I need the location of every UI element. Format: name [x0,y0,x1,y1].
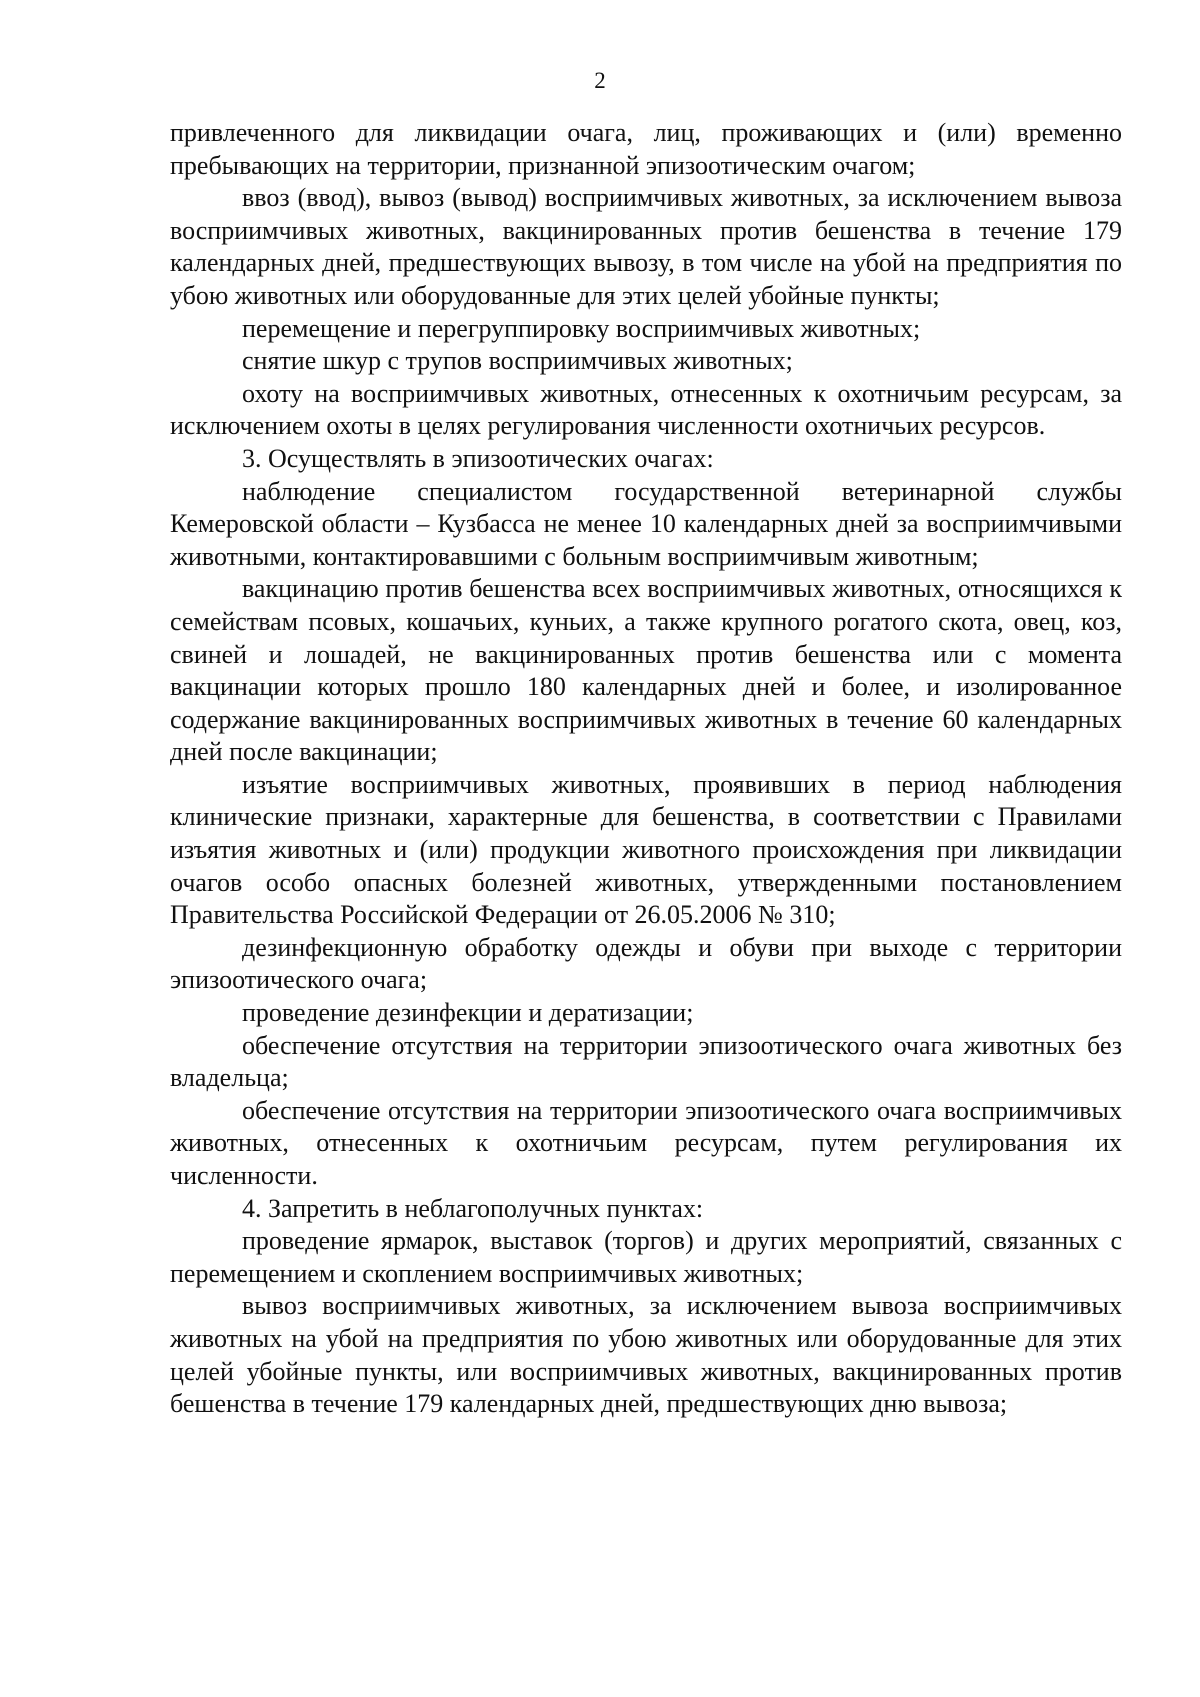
paragraph-import-export-ban: ввоз (ввод), вывоз (вывод) восприимчивых животных, за исключением вывоза восприимчивых животных, вакцинированных против бешенства в течение 179 календарных дней, предшествующих вывозу, в том числе на убой на предприятия по убою животных или оборудованные для этих целей убойные пункты; [170,183,1122,310]
paragraph-fairs-ban: проведение ярмарок, выставок (торгов) и других мероприятий, связанных с перемещением и скоплением восприимчивых животных; [170,1226,1122,1288]
document-body [170,117,1122,1421]
paragraph-game-animals: обеспечение отсутствия на территории эпизоотического очага восприимчивых животных, отнесенных к охотничьим ресурсам, путем регулирования их численности. [170,1095,1122,1190]
paragraph-hunting-ban: охоту на восприимчивых животных, отнесенных к охотничьим ресурсам, за исключением охоты в целях регулирования численности охотничьих ресурсов. [170,378,1122,441]
paragraph-skinning-ban: снятие шкур с трупов восприимчивых животных; [242,346,793,376]
paragraph-regrouping-ban: перемещение и перегруппировку восприимчивых животных; [242,313,921,343]
paragraph-continuation: привлеченного для ликвидации очага, лиц, проживающих и (или) временно пребывающих на территории, признанной эпизоотическим очагом; [170,118,1122,180]
paragraph-stray-animals: обеспечение отсутствия на территории эпизоотического очага животных без владельца; [170,1030,1122,1093]
paragraph-removal-ban: вывоз восприимчивых животных, за исключением вывоза восприимчивых животных на убой на предприятия по убою животных или оборудованные для этих целей убойные пункты, или восприимчивых животных, вакцинированных против бешенства в течение 179 календарных дней, предшествующих дню вывоза; [170,1291,1122,1419]
section-4-heading: 4. Запретить в неблагополучных пунктах: [242,1193,704,1223]
paragraph-vaccination: вакцинацию против бешенства всех восприимчивых животных, относящихся к семействам псовых, кошачьих, куньих, а также крупного рогатого скота, овец, коз, свиней и лошадей, не вакцинированных против бешенства или с момента вакцинации которых прошло 180 календарных дней и более, и изолированное содержание вакцинированных восприимчивых животных в течение 60 календарных дней после вакцинации; [170,574,1122,767]
paragraph-observation: наблюдение специалистом государственной ветеринарной службы Кемеровской области – Кузбасса не менее 10 календарных дней за восприимчивыми животными, контактировавшими с больным восприимчивым животным; [170,476,1122,571]
paragraph-disinfection-deratization: проведение дезинфекции и дератизации; [242,998,694,1028]
page-number: 2 [594,68,606,93]
section-3-heading: 3. Осуществлять в эпизоотических очагах: [242,443,714,473]
paragraph-seizure: изъятие восприимчивых животных, проявивших в период наблюдения клинические признаки, характерные для бешенства, в соответствии с Правилами изъятия животных и (или) продукции животного происхождения при ликвидации очагов особо опасных болезней животных, утвержденными постановлением Правительства Российской Федерации от 26.05.2006 № 310; [170,769,1122,930]
paragraph-disinfection-clothing: дезинфекционную обработку одежды и обуви при выходе с территории эпизоотического очага; [170,932,1122,995]
